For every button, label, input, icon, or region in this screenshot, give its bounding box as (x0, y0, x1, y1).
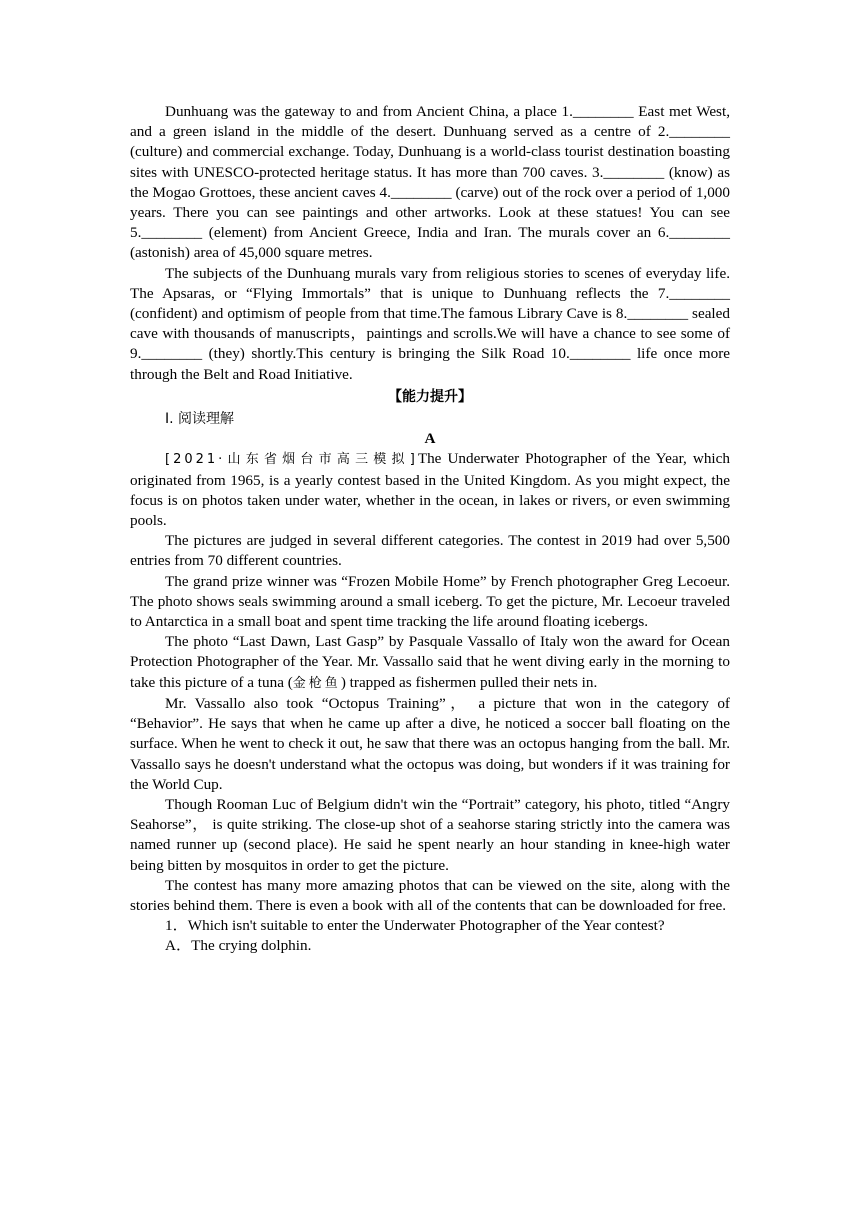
passage2-paragraph-7: The contest has many more amazing photos that can be viewed on the site, along with the stories behind them. There is even a book with all of the contents that can be downloaded for free. (130, 876, 730, 914)
passage2-paragraph-6: Though Rooman Luc of Belgium didn't win the “Portrait” category, his photo, titled “Angry Seahorse”， is quite striking. The close-up shot of a seahorse staring strictly into the camera was named runner up (second place). He said he spent nearly an hour standing in knee-high water being bitten by mosquitos in order to get the picture. (130, 795, 730, 874)
passage2-paragraph-5: Mr. Vassallo also took “Octopus Training”， a picture that won in the category of “Behavior”. He says that when he came up after a dive, he noticed a soccer ball floating on the surface. When he went to check it out, he saw that there was an octopus hanging from the ball. Mr. Vassallo says he doesn't understand what the octopus was doing, but wonders if it was training for the World Cup. (130, 694, 730, 793)
passage1-paragraph-1: Dunhuang was the gateway to and from Ancient China, a place 1.________ East met West, and a green island in the middle of the desert. Dunhuang served as a centre of 2.________ (culture) and commercial exchange. Today, Dunhuang is a world-class tourist destination boasting sites with UNESCO-protected heritage status. It has more than 700 caves. 3.________ (know) as the Mogao Grottoes, these ancient caves 4.________ (carve) out of the rock over a period of 1,000 years. There you can see paintings and other artworks. Look at these statues! You can see 5.________ (element) from Ancient Greece, India and Iran. The murals cover an 6.________ (astonish) area of 45,000 square metres. (130, 103, 730, 262)
chinese-gloss: 金枪鱼 (292, 675, 341, 691)
passage2-paragraph-1-text: The Underwater Photographer of the Year, which originated from 1965, is a yearly contest based in the United Kingdom. As you might expect, the focus is on photos taken under water, whether in the ocean, in lakes or rivers, or even swimming pools. (130, 450, 730, 530)
passage-letter: A (424, 430, 436, 448)
document-page (130, 102, 730, 957)
passage1-paragraph-2: The subjects of the Dunhuang murals vary from religious stories to scenes of everyday life. The Apsaras, or “Flying Immortals” that is unique to Dunhuang reflects the 7.________ (confident) and optimism of people from that time.The famous Library Cave is 8.________ sealed cave with thousands of manuscripts，paintings and scrolls.We will have a chance to see some of 9.________ (they) shortly.This century is bringing the Silk Road 10.________ life once more through the Belt and Road Initiative. (130, 264, 730, 383)
section-title: 【能力提升】 (388, 388, 472, 405)
part-label: Ⅰ. 阅读理解 (165, 411, 235, 428)
question-1: 1．Which isn't suitable to enter the Underwater Photographer of the Year contest? (165, 917, 665, 935)
source-note: [2021·山东省烟台市高三模拟] (165, 452, 418, 468)
passage2-paragraph-2: The pictures are judged in several different categories. The contest in 2019 had over 5,500 entries from 70 different countries. (130, 532, 730, 570)
paragraph-4-part-b: ) trapped as fishermen pulled their nets in. (340, 673, 598, 691)
passage2-paragraph-3: The grand prize winner was “Frozen Mobile Home” by French photographer Greg Lecoeur. The photo shows seals swimming around a small iceberg. To get the picture, Mr. Lecoeur traveled to Antarctica in a small boat and spent time tracking the life around floating icebergs. (130, 572, 730, 631)
passage2-paragraph-4 (130, 632, 730, 694)
passage2-paragraph-1 (130, 449, 730, 531)
paragraph-4-part-a: The photo “Last Dawn, Last Gasp” by Pasquale Vassallo of Italy won the award for Ocean Protection Photographer of the Year. Mr. Vassallo said that he went diving early in the morning to take this picture of a tuna ( (130, 633, 730, 691)
question-1-option-a: A．The crying dolphin. (165, 937, 312, 955)
